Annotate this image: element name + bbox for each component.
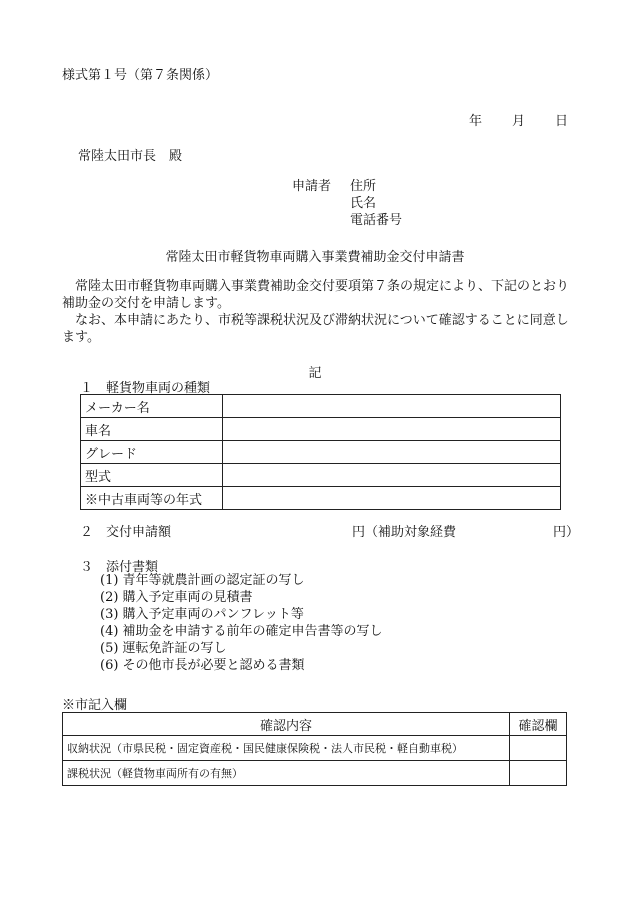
list-item: (4) 補助金を申請する前年の確定申告書等の写し [100,624,383,639]
body-paragraph-2: なお、本申請にあたり、市税等課税状況及び滞納状況について確認することに同意します。 [62,313,569,345]
table-row [81,395,561,418]
section2-yen-2: 円） [553,525,580,540]
section1-heading: １ 軽貨物車両の種類 [80,381,211,396]
table-row [81,418,561,441]
model-value-cell[interactable] [223,464,561,487]
maker-value-cell[interactable] [223,395,561,418]
table-row [81,487,561,510]
list-item: (2) 購入予定車両の見積書 [100,590,253,605]
date-year: 年 [468,114,482,129]
address-label: 住所 [350,179,377,194]
section2-yen-1: 円（補助対象経費 [352,525,457,540]
list-item: (1) 青年等就農計画の認定証の写し [100,573,305,588]
date-day: 日 [554,114,568,129]
form-number: 様式第１号（第７条関係） [62,68,219,83]
city-section-label: ※市記入欄 [62,698,128,713]
table-row [81,441,561,464]
date-line [439,110,568,129]
row-label-used-year: ※中古車両等の年式 [81,487,223,510]
body-paragraph-1: 常陸太田市軽貨物車両購入事業費補助金交付要項第７条の規定により、下記のとおり補助金の交付を申請します。 [62,279,570,311]
vehicle-table [80,394,561,510]
table-row [63,736,567,761]
table-row [63,761,567,786]
section3-heading: ３ 添付書類 [80,560,159,575]
check-item-tax: 課税状況（軽貨物車両所有の有無） [63,761,510,786]
list-item: (6) その他市長が必要と認める書類 [100,658,305,673]
check-cell-tax[interactable] [510,761,567,786]
date-month: 月 [511,114,525,129]
car-name-value-cell[interactable] [223,418,561,441]
section2-label: ２ 交付申請額 [80,525,172,540]
city-check-table [62,712,567,786]
header-check-column: 確認欄 [510,713,567,736]
table-row [81,464,561,487]
row-label-maker: メーカー名 [81,395,223,418]
document-title: 常陸太田市軽貨物車両購入事業費補助金交付申請書 [165,250,465,265]
phone-label: 電話番号 [350,213,403,228]
ki-heading: 記 [308,366,322,381]
row-label-grade: グレード [81,441,223,464]
addressee: 常陸太田市長 殿 [78,149,183,164]
name-label: 氏名 [350,196,377,211]
table-header-row [63,713,567,736]
grade-value-cell[interactable] [223,441,561,464]
check-cell-payment[interactable] [510,736,567,761]
row-label-model: 型式 [81,464,223,487]
used-year-value-cell[interactable] [223,487,561,510]
check-item-payment: 収納状況（市県民税・固定資産税・国民健康保険税・法人市民税・軽自動車税） [63,736,510,761]
list-item: (3) 購入予定車両のパンフレット等 [100,607,304,622]
list-item: (5) 運転免許証の写し [100,641,227,656]
header-check-content: 確認内容 [63,713,510,736]
body-text [62,278,570,346]
applicant-block [292,178,402,229]
attachment-list [100,572,383,674]
row-label-car-name: 車名 [81,418,223,441]
applicant-label: 申請者 [292,179,332,194]
